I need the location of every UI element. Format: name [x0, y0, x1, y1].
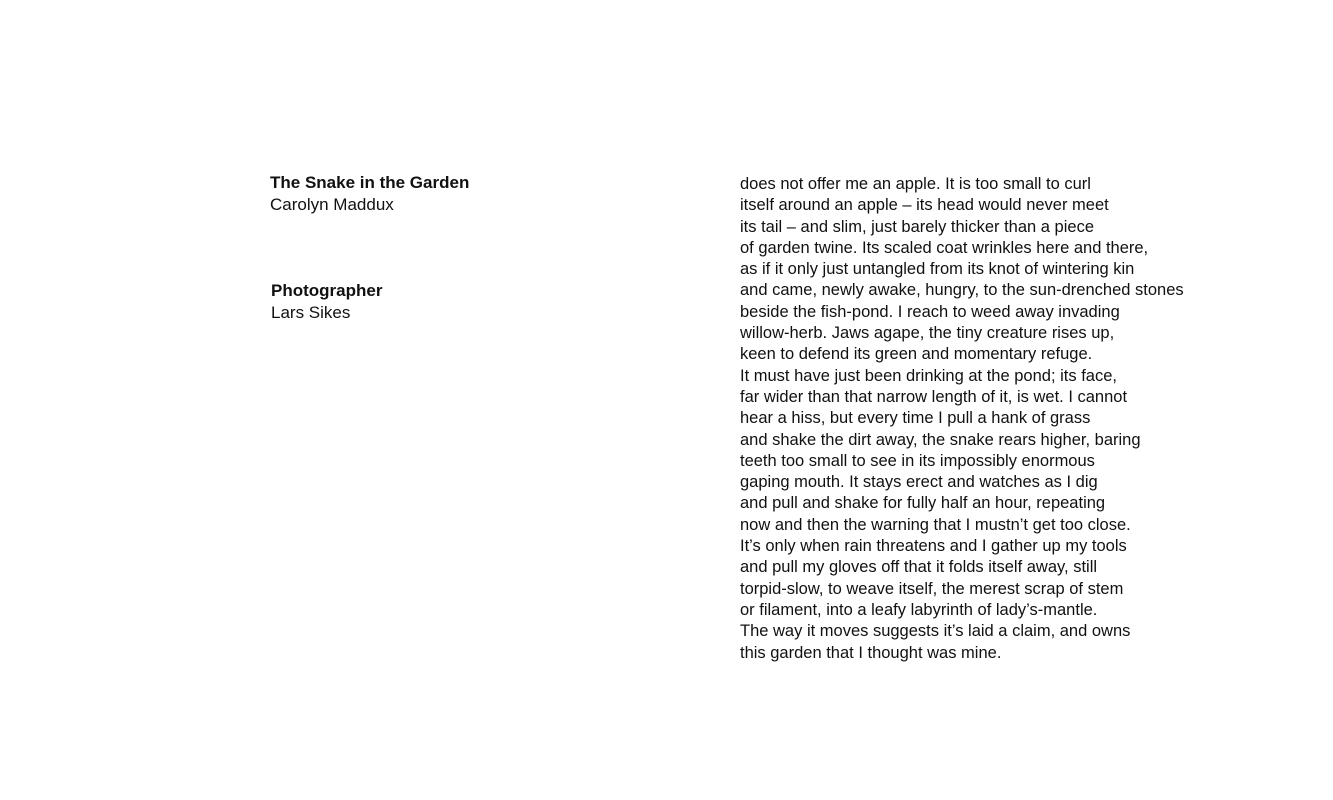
poem-line: It must have just been drinking at the pond; its face, — [740, 366, 1117, 385]
poem-line: as if it only just untangled from its knot of wintering kin — [740, 260, 1135, 279]
photographer-label: Photographer — [271, 281, 383, 300]
poem-line: willow-herb. Jaws agape, the tiny creature rises up, — [740, 324, 1115, 343]
poem-line: does not offer me an apple. It is too small to curl — [740, 175, 1091, 193]
poem-author: Carolyn Maddux — [270, 195, 394, 214]
photographer-name: Lars Sikes — [271, 303, 351, 322]
poem-line: of garden twine. Its scaled coat wrinkles here and there, — [740, 238, 1149, 257]
poem-title: The Snake in the Garden — [270, 173, 470, 192]
poem-line: beside the fish-pond. I reach to weed away invading — [740, 302, 1120, 321]
poem-body — [740, 174, 1300, 664]
poem-line: and shake the dirt away, the snake rears higher, baring — [740, 430, 1141, 449]
poem-line: far wider than that narrow length of it, is wet. I cannot — [740, 387, 1128, 406]
poem-line: gaping mouth. It stays erect and watches as I dig — [740, 473, 1098, 492]
photographer-credit — [271, 280, 651, 324]
poem-line: The way it moves suggests it’s laid a claim, and owns — [740, 622, 1131, 641]
poem-line: It’s only when rain threatens and I gather up my tools — [740, 537, 1127, 556]
poem-line: and pull my gloves off that it folds itself away, still — [740, 558, 1098, 577]
poem-line: now and then the warning that I mustn’t get too close. — [740, 515, 1131, 534]
poem-line: teeth too small to see in its impossibly enormous — [740, 451, 1095, 470]
poem-line: keen to defend its green and momentary refuge. — [740, 345, 1093, 364]
poem-line: and pull and shake for fully half an hour, repeating — [740, 494, 1106, 513]
poem-line: this garden that I thought was mine. — [740, 643, 1002, 662]
poem-credits — [270, 172, 650, 216]
poem-line: itself around an apple – its head would never meet — [740, 196, 1109, 215]
poem-line: or filament, into a leafy labyrinth of lady’s-mantle. — [740, 600, 1098, 619]
poem-line: torpid-slow, to weave itself, the merest scrap of stem — [740, 579, 1124, 598]
poem-line: its tail – and slim, just barely thicker than a piece — [740, 217, 1095, 236]
poem-line: and came, newly awake, hungry, to the sun-drenched stones — [740, 281, 1184, 300]
poem-line: hear a hiss, but every time I pull a hank of grass — [740, 409, 1091, 428]
